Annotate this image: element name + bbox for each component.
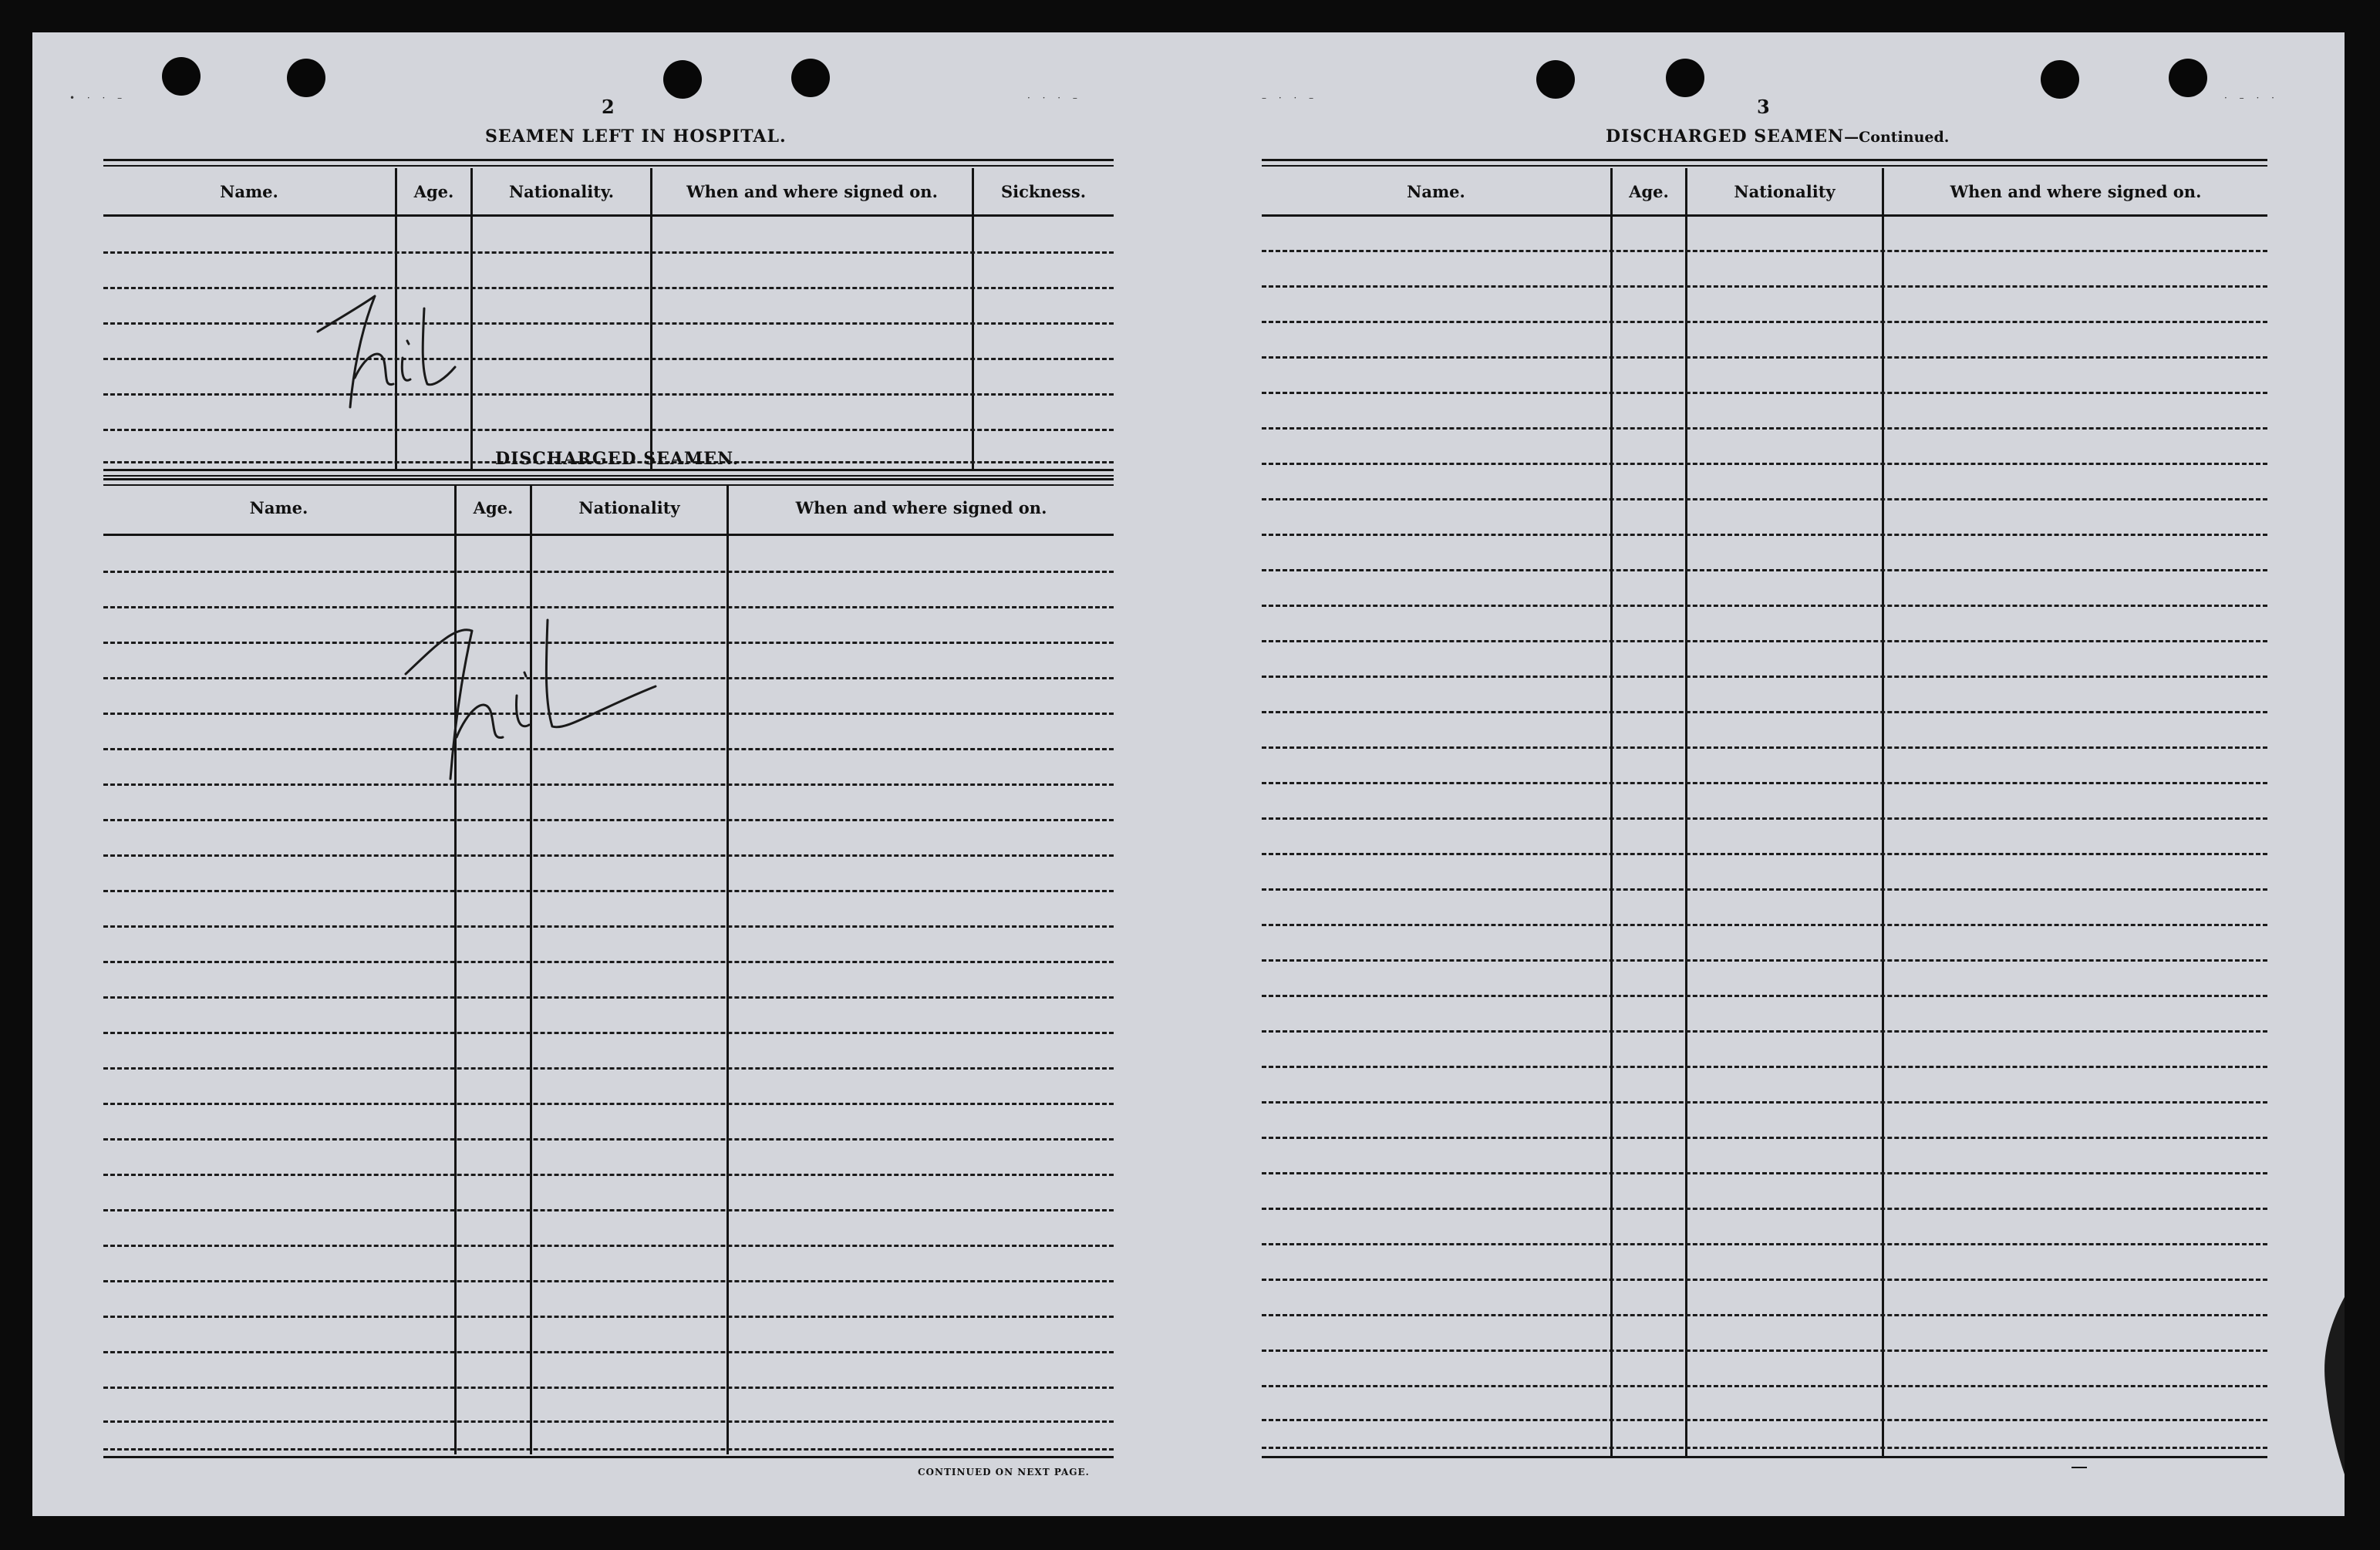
entry-line	[103, 819, 1114, 821]
column-header-nationality: Nationality	[1734, 182, 1836, 201]
entry-line	[103, 854, 1114, 857]
entry-line	[103, 1351, 1114, 1353]
entry-line	[1262, 1137, 2267, 1139]
column-divider	[972, 168, 974, 470]
column-divider	[1685, 168, 1687, 1456]
page-number: 2	[602, 96, 615, 118]
entry-line	[103, 890, 1114, 892]
punch-hole	[1536, 60, 1575, 99]
entry-line	[1262, 1447, 2267, 1449]
entry-line	[1262, 392, 2267, 394]
left-page	[32, 32, 1192, 1516]
entry-line	[1262, 534, 2267, 536]
column-header-age: Age.	[1629, 182, 1669, 201]
entry-line	[1262, 1030, 2267, 1033]
punch-hole	[663, 60, 702, 99]
entry-line	[1262, 711, 2267, 713]
column-header-name: Name.	[249, 498, 308, 517]
entry-line	[1262, 640, 2267, 642]
table-bottom-rule	[103, 1456, 1114, 1458]
punch-hole	[2041, 60, 2079, 99]
column-header-age: Age.	[413, 182, 454, 201]
entry-line	[103, 1138, 1114, 1141]
entry-line	[103, 1387, 1114, 1389]
scan-mark: • · · –	[69, 93, 127, 103]
table-bottom-rule	[103, 475, 1114, 477]
header-underline	[103, 214, 1114, 217]
entry-line	[1262, 817, 2267, 820]
discharged-section-title: DISCHARGED SEAMEN.	[495, 449, 740, 469]
entry-line	[1262, 1208, 2267, 1210]
entry-line	[1262, 1101, 2267, 1104]
table-top-rule	[1262, 159, 2267, 161]
entry-line	[1262, 1385, 2267, 1387]
title-main: DISCHARGED SEAMEN	[1606, 126, 1845, 147]
entry-line	[103, 1420, 1114, 1423]
entry-line	[1262, 1279, 2267, 1281]
entry-line	[103, 1067, 1114, 1070]
punch-hole	[287, 59, 325, 97]
entry-line	[103, 996, 1114, 999]
column-divider	[1610, 168, 1613, 1456]
scan-mark: · – · ·	[2224, 93, 2279, 103]
entry-line	[1262, 746, 2267, 749]
entry-line	[1262, 569, 2267, 571]
entry-line	[103, 961, 1114, 963]
punch-hole	[791, 59, 830, 97]
column-divider	[726, 486, 729, 1454]
continued-note: CONTINUED ON NEXT PAGE.	[918, 1467, 1090, 1478]
column-header-signed-on: When and where signed on.	[686, 182, 938, 201]
entry-line	[1262, 1066, 2267, 1068]
entry-line	[103, 1448, 1114, 1451]
entry-line	[1262, 924, 2267, 926]
entry-line	[1262, 1314, 2267, 1316]
entry-line	[103, 1280, 1114, 1282]
entry-line	[1262, 285, 2267, 288]
punch-hole	[2169, 59, 2207, 97]
stray-mark	[2072, 1467, 2087, 1468]
entry-line	[103, 1316, 1114, 1318]
column-header-name: Name.	[1407, 182, 1465, 201]
entry-line	[1262, 427, 2267, 430]
entry-line	[103, 1103, 1114, 1105]
entry-line	[103, 925, 1114, 928]
entry-line	[1262, 605, 2267, 607]
handwritten-nil	[310, 264, 495, 426]
entry-line	[1262, 356, 2267, 359]
entry-line	[103, 1245, 1114, 1247]
table-top-rule	[103, 159, 1114, 161]
entry-line	[1262, 1419, 2267, 1421]
entry-line	[103, 251, 1114, 254]
entry-line	[1262, 321, 2267, 323]
column-header-signed-on: When and where signed on.	[795, 498, 1047, 517]
column-divider	[650, 168, 652, 470]
column-header-sickness: Sickness.	[1000, 182, 1087, 201]
title-suffix: —Continued.	[1844, 129, 1950, 146]
entry-line	[103, 322, 1114, 325]
entry-line	[103, 393, 1114, 396]
entry-line	[1262, 959, 2267, 962]
punch-hole	[1666, 59, 1704, 97]
entry-line	[1262, 782, 2267, 784]
entry-line	[1262, 853, 2267, 855]
handwritten-nil	[401, 572, 663, 788]
entry-line	[1262, 1243, 2267, 1245]
column-header-name: Name.	[220, 182, 278, 201]
punch-hole	[162, 57, 201, 96]
table-bottom-rule	[1262, 1456, 2267, 1458]
entry-line	[1262, 888, 2267, 891]
column-header-age: Age.	[473, 498, 514, 517]
hospital-section-title: SEAMEN LEFT IN HOSPITAL.	[485, 126, 787, 147]
entry-line	[1262, 498, 2267, 500]
entry-line	[1262, 250, 2267, 252]
entry-line	[1262, 463, 2267, 465]
discharged-continued-title	[1606, 126, 1949, 147]
entry-line	[1262, 995, 2267, 997]
entry-line	[103, 1174, 1114, 1176]
entry-line	[103, 358, 1114, 360]
header-underline	[103, 534, 1114, 536]
table-top-rule	[103, 484, 1114, 486]
column-divider	[1882, 168, 1884, 1456]
entry-line	[1262, 1350, 2267, 1352]
entry-line	[1262, 1172, 2267, 1174]
column-header-nationality: Nationality.	[508, 182, 615, 201]
entry-line	[103, 1209, 1114, 1211]
entry-line	[103, 429, 1114, 431]
entry-line	[103, 287, 1114, 289]
scan-mark: – · · –	[1262, 93, 1319, 103]
column-header-nationality: Nationality	[578, 498, 680, 517]
table-top-rule	[103, 478, 1114, 480]
column-header-signed-on: When and where signed on.	[1950, 182, 2202, 201]
entry-line	[1262, 676, 2267, 678]
header-underline	[1262, 214, 2267, 217]
entry-line	[103, 1032, 1114, 1034]
page-number: 3	[1757, 96, 1770, 118]
scan-mark: · · · –	[1027, 93, 1082, 103]
page-curl	[2314, 1297, 2345, 1474]
table-top-rule	[1262, 165, 2267, 167]
table-bottom-rule	[103, 469, 1114, 471]
right-page	[1191, 32, 2345, 1516]
table-top-rule	[103, 165, 1114, 167]
